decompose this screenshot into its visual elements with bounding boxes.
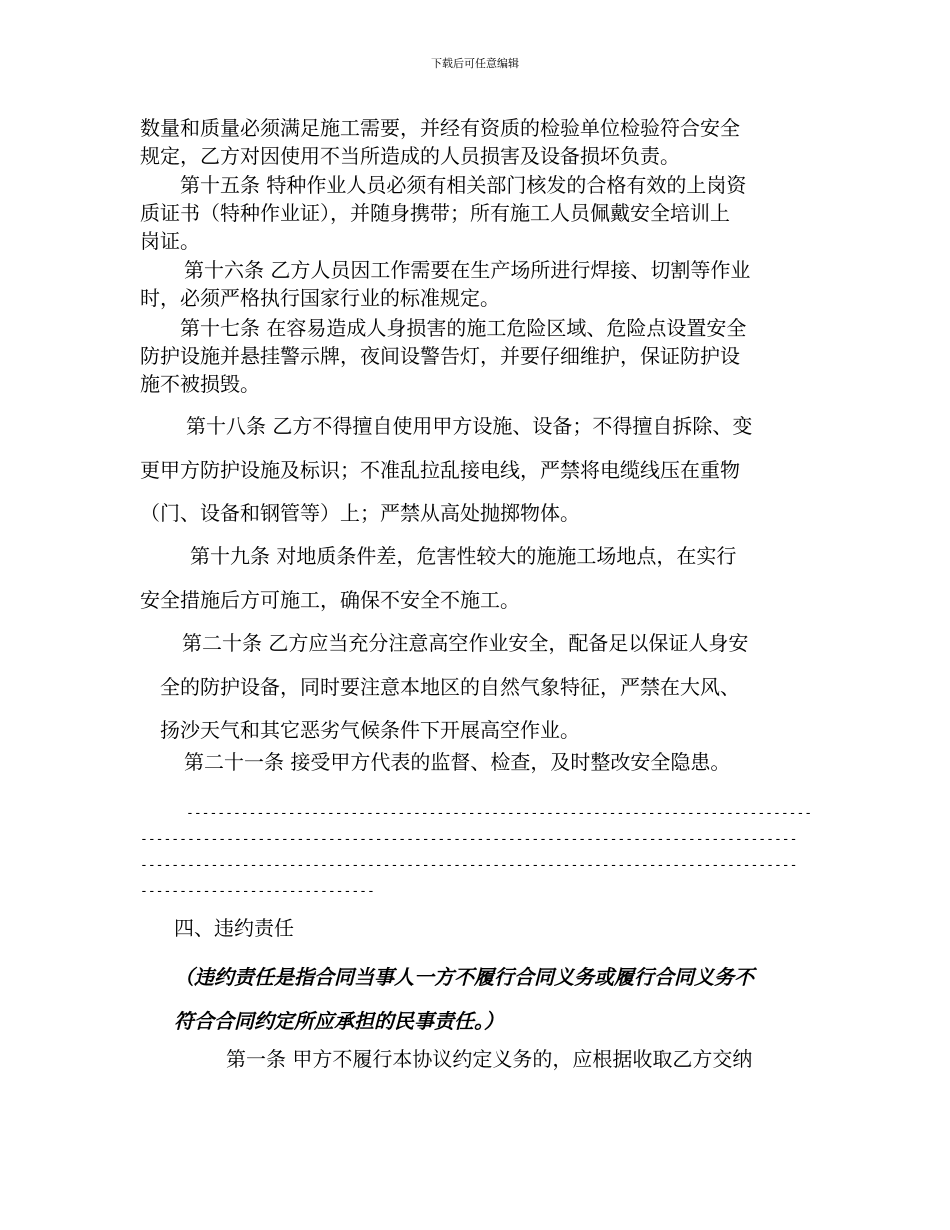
article-1 [140,1044,812,1074]
text-line: 更甲方防护设施及标识；不准乱拉乱接电线，严禁将电缆线压在重物 [140,457,740,482]
text-line: 规定，乙方对因使用不当所造成的人员损害及设备损坏负责。 [140,144,680,168]
text-line: 第十五条 特种作业人员必须有相关部门核发的合格有效的上岗资 [180,173,747,197]
page-header: 下载后可任意编辑 [431,57,519,70]
text-line: 第十六条 乙方人员因工作需要在生产场所进行焊接、切割等作业 [184,258,751,282]
section-title: 四、违约责任 [174,916,294,940]
article-19 [140,535,812,622]
article-16 [140,256,812,312]
paragraph-continuation [140,114,812,170]
separator-line: ------------------------------------------------------------------------------------ [140,832,798,847]
text-line: 施不被损毁。 [140,372,260,396]
text-line: 扬沙天气和其它恶劣气候条件下开展高空作业。 [160,718,580,742]
separator-line: -------------------------------------------------------------------------------- [186,806,812,821]
article-15 [140,171,812,255]
text-line: 岗证。 [140,229,200,253]
note-line: 符合合同约定所应承担的民事责任。） [174,1009,504,1033]
text-line: 第十七条 在容易造成人身损害的施工危险区域、危险点设置安全 [180,316,747,340]
dashed-separator [140,801,812,905]
separator-line: ------------------------------ [140,884,375,899]
separator-line: ------------------------------------------------------------------------------------ [140,858,798,873]
article-21 [140,748,812,776]
article-17 [140,314,812,398]
text-line: 全的防护设备，同时要注意本地区的自然气象特征，严禁在大风、 [160,674,740,699]
article-20 [140,622,812,753]
definition-note [174,955,754,1043]
article-18 [140,405,812,536]
text-line: 第一条 甲方不履行本协议约定义务的，应根据收取乙方交纳 [226,1047,753,1071]
text-line: （门、设备和钢管等）上；严禁从高处抛掷物体。 [140,501,580,525]
text-line: 时，必须严格执行国家行业的标准规定。 [140,286,500,310]
text-line: 第十八条 乙方不得擅自使用甲方设施、设备；不得擅自拆除、变 [186,414,753,438]
text-line: 安全措施后方可施工，确保不安全不施工。 [140,587,520,612]
note-line: （违约责任是指合同当事人一方不履行合同义务或履行合同义务不 [174,965,754,989]
text-line: 第十九条 对地质条件差，危害性较大的施施工场地点，在实行 [190,544,737,568]
text-line: 第二十一条 接受甲方代表的监督、检查，及时整改安全隐患。 [184,750,731,774]
text-line: 数量和质量必须满足施工需要，并经有资质的检验单位检验符合安全 [140,116,740,140]
text-line: 第二十条 乙方应当充分注意高空作业安全，配备足以保证人身安 [182,631,749,655]
text-line: 质证书（特种作业证），并随身携带；所有施工人员佩戴安全培训上 [140,201,730,225]
text-line: 防护设施并悬挂警示牌，夜间设警告灯，并要仔细维护，保证防护设 [140,344,740,368]
